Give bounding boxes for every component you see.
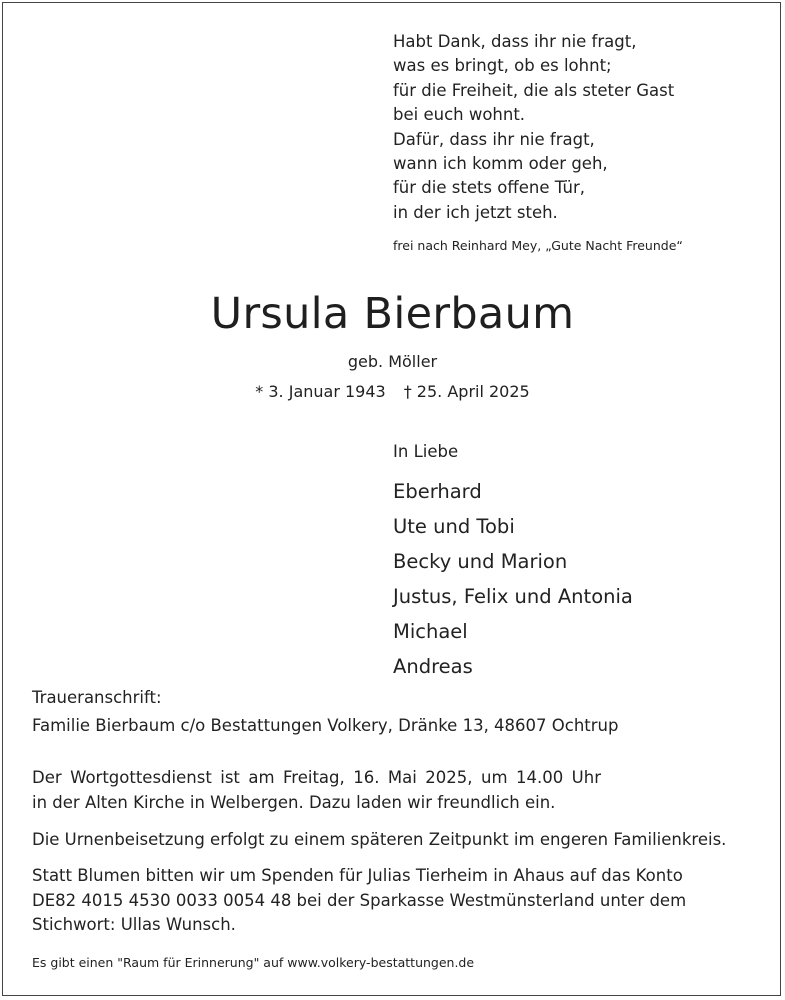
poem-line: in der ich jetzt steh.: [393, 202, 558, 222]
mourner-name: Becky und Marion: [393, 550, 568, 574]
memorial-footer: Es gibt einen "Raum für Erinnerung" auf www.volkery-bestattungen.de: [32, 955, 475, 970]
poem-attribution: frei nach Reinhard Mey, „Gute Nacht Freunde“: [393, 238, 683, 253]
mourner-name: Michael: [393, 620, 468, 644]
poem-line: für die Freiheit, die als steter Gast: [393, 80, 675, 100]
mourners-intro: In Liebe: [393, 442, 459, 461]
maiden-name: geb. Möller: [347, 352, 438, 371]
service-line: in der Alten Kirche in Welbergen. Dazu laden wir freundlich ein.: [32, 792, 556, 812]
mourners-list: [393, 474, 633, 685]
life-dates: [0, 382, 785, 401]
poem-line: wann ich komm oder geh,: [393, 154, 608, 174]
service-notice: [32, 766, 601, 815]
mourner-name: Justus, Felix und Antonia: [393, 585, 633, 609]
donation-notice: [32, 864, 686, 938]
mourner-name: Andreas: [393, 655, 473, 679]
poem: [393, 30, 674, 225]
service-line: Der Wortgottesdienst ist am Freitag, 16. Mai 2025, um 14.00 Uhr: [32, 768, 601, 787]
address-value: Familie Bierbaum c/o Bestattungen Volkery, Dränke 13, 48607 Ochtrup: [32, 716, 619, 735]
donation-line: Statt Blumen bitten wir um Spenden für Julias Tierheim in Ahaus auf das Konto: [32, 866, 683, 885]
mourner-name: Eberhard: [393, 480, 482, 503]
poem-line: Habt Dank, dass ihr nie fragt,: [393, 32, 637, 51]
donation-line: DE82 4015 4530 0033 0054 48 bei der Sparkasse Westmünsterland unter dem: [32, 890, 687, 910]
deceased-name: Ursula Bierbaum: [210, 289, 575, 339]
burial-notice: Die Urnenbeisetzung erfolgt zu einem späteren Zeitpunkt im engeren Familienkreis.: [32, 830, 727, 849]
poem-line: was es bringt, ob es lohnt;: [393, 56, 612, 76]
poem-line: Dafür, dass ihr nie fragt,: [393, 129, 595, 149]
death-date: † 25. April 2025: [403, 382, 530, 401]
poem-line: bei euch wohnt.: [393, 105, 526, 125]
poem-line: für die stets offene Tür,: [393, 178, 586, 198]
birth-date: * 3. Januar 1943: [255, 382, 386, 401]
donation-line: Stichwort: Ullas Wunsch.: [32, 915, 236, 934]
mourner-name: Ute und Tobi: [393, 515, 515, 539]
address-label: Traueranschrift:: [32, 688, 162, 707]
